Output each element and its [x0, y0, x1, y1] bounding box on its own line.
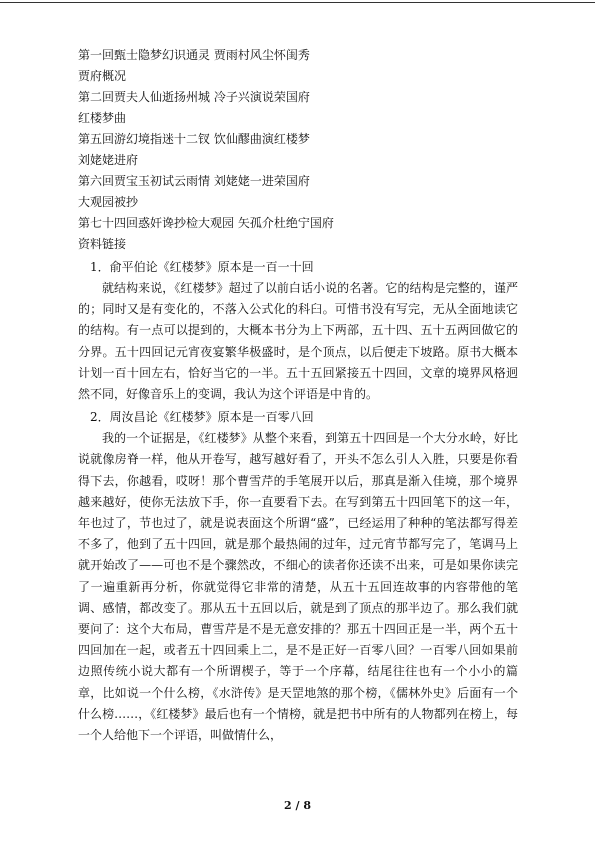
- table-of-contents: [78, 45, 518, 255]
- page-content: [78, 45, 518, 746]
- toc-item: 第一回甄士隐梦幻识通灵 贾雨村风尘怀闺秀: [78, 48, 310, 62]
- toc-item: 刘姥姥进府: [78, 153, 139, 167]
- section-heading: 2．周汝昌论《红楼梦》原本是一百零八回: [90, 410, 314, 425]
- toc-item: 红楼梦曲: [78, 111, 127, 125]
- toc-item: 第七十四回惑奸谗抄检大观园 矢孤介杜绝宁国府: [78, 216, 334, 230]
- toc-item: 第六回贾宝玉初试云雨情 刘姥姥一进荣国府: [78, 174, 310, 188]
- page-number: 2 / 8: [284, 799, 311, 812]
- toc-item: 贾府概况: [78, 69, 127, 83]
- toc-item: 第五回游幻境指迷十二钗 饮仙醪曲演红楼梦: [78, 132, 310, 146]
- toc-item: 资料链接: [78, 237, 127, 251]
- section-paragraph: 我的一个证据是，《红楼梦》从整个来看，到第五十四回是一个大分水岭，好比说就像房脊一样，他从开卷写，越写越好看了，开头不怎么引人入胜，只要是你看得下去，你越看，哎呀！那个曹雪芹的手笔展开以后，那真是渐入佳境，那个境界越来越好，使你无法放下手，你一直要看下去。在写到第五十四回笔下的这一年，年也过了，节也过了，就是说表面这个所谓“盛”，已经运用了种种的笔法都写得差不多了，他到了五十四回，就是那个最热闹的过年，过元宵节都写完了，笔调马上就开始改了——可也不是个骤然改，不细心的读者你还读不出来，可是如果你读完了一遍重新再分析，你就觉得它非常的清楚，从五十五回连故事的内容带他的笔调、感情，都改变了。那从五十五回以后，就是到了顶点的那半边了。那么我们就要问了：这个大布局，曹雪芹是不是无意安排的？那五十四回正是一半，两个五十四回加在一起，或者五十四回乘上二，是不是正好一百零八回？一百零八回如果前边照传统小说大都有一个所谓楔子，等于一个序幕，结尾往往也有一个小小的篇章，比如说一个什么榜，《水浒传》是天罡地煞的那个榜，《儒林外史》后面有一个什么榜……，《红楼梦》最后也有一个情榜，就是把书中所有的人物都列在榜上，每一个人给他下一个评语，叫做情什么，: [78, 431, 518, 743]
- toc-item: 大观园被抄: [78, 195, 139, 209]
- section-paragraph: 就结构来说，《红楼梦》超过了以前白话小说的名著。它的结构是完整的，谨严的；同时又是有变化的，不落入公式化的科臼。可惜书没有写完，无从全面地读它的结构。有一点可以提到的，大概本书分为上下两部，五十四、五十五两回做它的分界。五十四回记元宵夜宴繁华极盛时，是个顶点，以后便走下坡路。原书大概本计划一百十回左右，恰好当它的一半。五十五回紧接五十四回，文章的境界风格迥然不同，好像音乐上的变调，我认为这个评语是中肯的。: [78, 281, 518, 402]
- toc-item: 第二回贾夫人仙逝扬州城 冷子兴演说荣国府: [78, 90, 310, 104]
- top-rule: [0, 2, 595, 3]
- section-heading: 1．俞平伯论《红楼梦》原本是一百一十回: [90, 260, 314, 274]
